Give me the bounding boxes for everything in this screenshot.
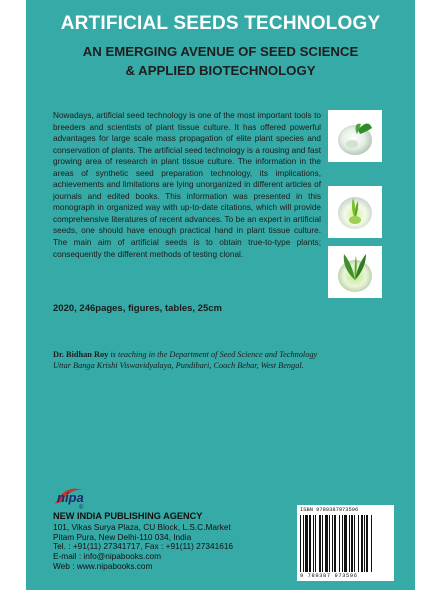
barcode-bar bbox=[300, 515, 301, 572]
barcode-bar bbox=[334, 515, 336, 572]
back-cover bbox=[26, 0, 415, 590]
isbn-barcode bbox=[297, 505, 394, 581]
barcode-digits: 9 789387 973596 bbox=[300, 573, 358, 579]
barcode-bar bbox=[339, 515, 340, 572]
barcode-bar bbox=[358, 515, 359, 572]
subtitle-line-1: AN EMERGING AVENUE OF SEED SCIENCE bbox=[82, 44, 359, 59]
author-bio bbox=[53, 349, 393, 371]
subtitle-line-2: & APPLIED BIOTECHNOLOGY bbox=[125, 63, 316, 78]
logo-text: nipa bbox=[57, 490, 84, 505]
publication-details: 2020, 246pages, figures, tables, 25cm bbox=[53, 303, 222, 314]
author-name: Dr. Bidhan Roy bbox=[53, 350, 109, 359]
publisher-name: NEW INDIA PUBLISHING AGENCY bbox=[53, 511, 203, 521]
registered-mark: ® bbox=[79, 505, 84, 510]
publisher-address-2: Pitam Pura, New Delhi-110 034, India bbox=[53, 531, 192, 542]
barcode-bar bbox=[305, 515, 308, 572]
publisher-phone: Tel. : +91(11) 27341717, Fax : +91(11) 27341616 bbox=[53, 541, 234, 552]
barcode-bar bbox=[332, 515, 333, 572]
barcode-bar bbox=[303, 515, 304, 572]
barcode-bar bbox=[329, 515, 330, 572]
barcode-bar bbox=[315, 515, 316, 572]
barcode-bar bbox=[354, 515, 355, 572]
publisher-web: Web : www.nipabooks.com bbox=[53, 560, 153, 571]
barcode-bar bbox=[364, 515, 365, 572]
barcode-bar bbox=[361, 515, 363, 572]
author-bio-line-1: is teaching in the Department of Seed Science and Technology bbox=[108, 350, 318, 359]
publisher-info bbox=[53, 512, 233, 572]
book-subtitle bbox=[26, 42, 415, 80]
encapsulated-seed-plantlet-photo bbox=[328, 246, 382, 298]
publisher-address-1: 101, Vikas Surya Plaza, CU Block, L.S.C.Market bbox=[53, 521, 231, 532]
book-title: ARTIFICIAL SEEDS TECHNOLOGY bbox=[60, 13, 381, 34]
barcode-bar bbox=[319, 515, 321, 572]
author-bio-line-2: Uttar Banga Krishi Viswavidyalaya, Pundibari, Cooch Behar, West Bengal. bbox=[53, 361, 304, 370]
barcode-bar bbox=[313, 515, 314, 572]
book-description: Nowadays, artificial seed technology is one of the most important tools to breeders and scientists of plant tissue culture. It has offered powerful advantages for large scale mass propagation of elite plant species and conservation of plants. The artificial seed technology is a rousing and fast growing area of research in plant tissue culture. The information in the areas of synthetic seed preparation technology, its implications, achievements and limitations are lying unorganized in different articles of journals and edited books. This information was presented in this monograph in organized way with up-to-date citations, which will provide comprehensive literatures of recent advances. To be an expert in artificial seeds, one should have enough practical hand in plant tissue culture. The main aim of artificial seeds is to obtain true-to-type plants; consequently the different methods of testing clonal. bbox=[53, 111, 321, 259]
barcode-bar bbox=[325, 515, 328, 572]
barcode-bar bbox=[349, 515, 350, 572]
barcode-bars bbox=[300, 515, 391, 572]
barcode-bar bbox=[344, 515, 347, 572]
barcode-bar bbox=[309, 515, 311, 572]
barcode-bar bbox=[342, 515, 343, 572]
barcode-bar bbox=[366, 515, 368, 572]
barcode-bar bbox=[371, 515, 372, 572]
isbn-label: ISBN 9789387973596 bbox=[300, 507, 359, 513]
barcode-bar bbox=[351, 515, 353, 572]
publisher-email: E-mail : info@nipabooks.com bbox=[53, 551, 162, 562]
barcode-bar bbox=[322, 515, 323, 572]
encapsulated-seed-sprout-photo bbox=[328, 110, 382, 162]
encapsulated-seed-shoot-photo bbox=[328, 186, 382, 238]
